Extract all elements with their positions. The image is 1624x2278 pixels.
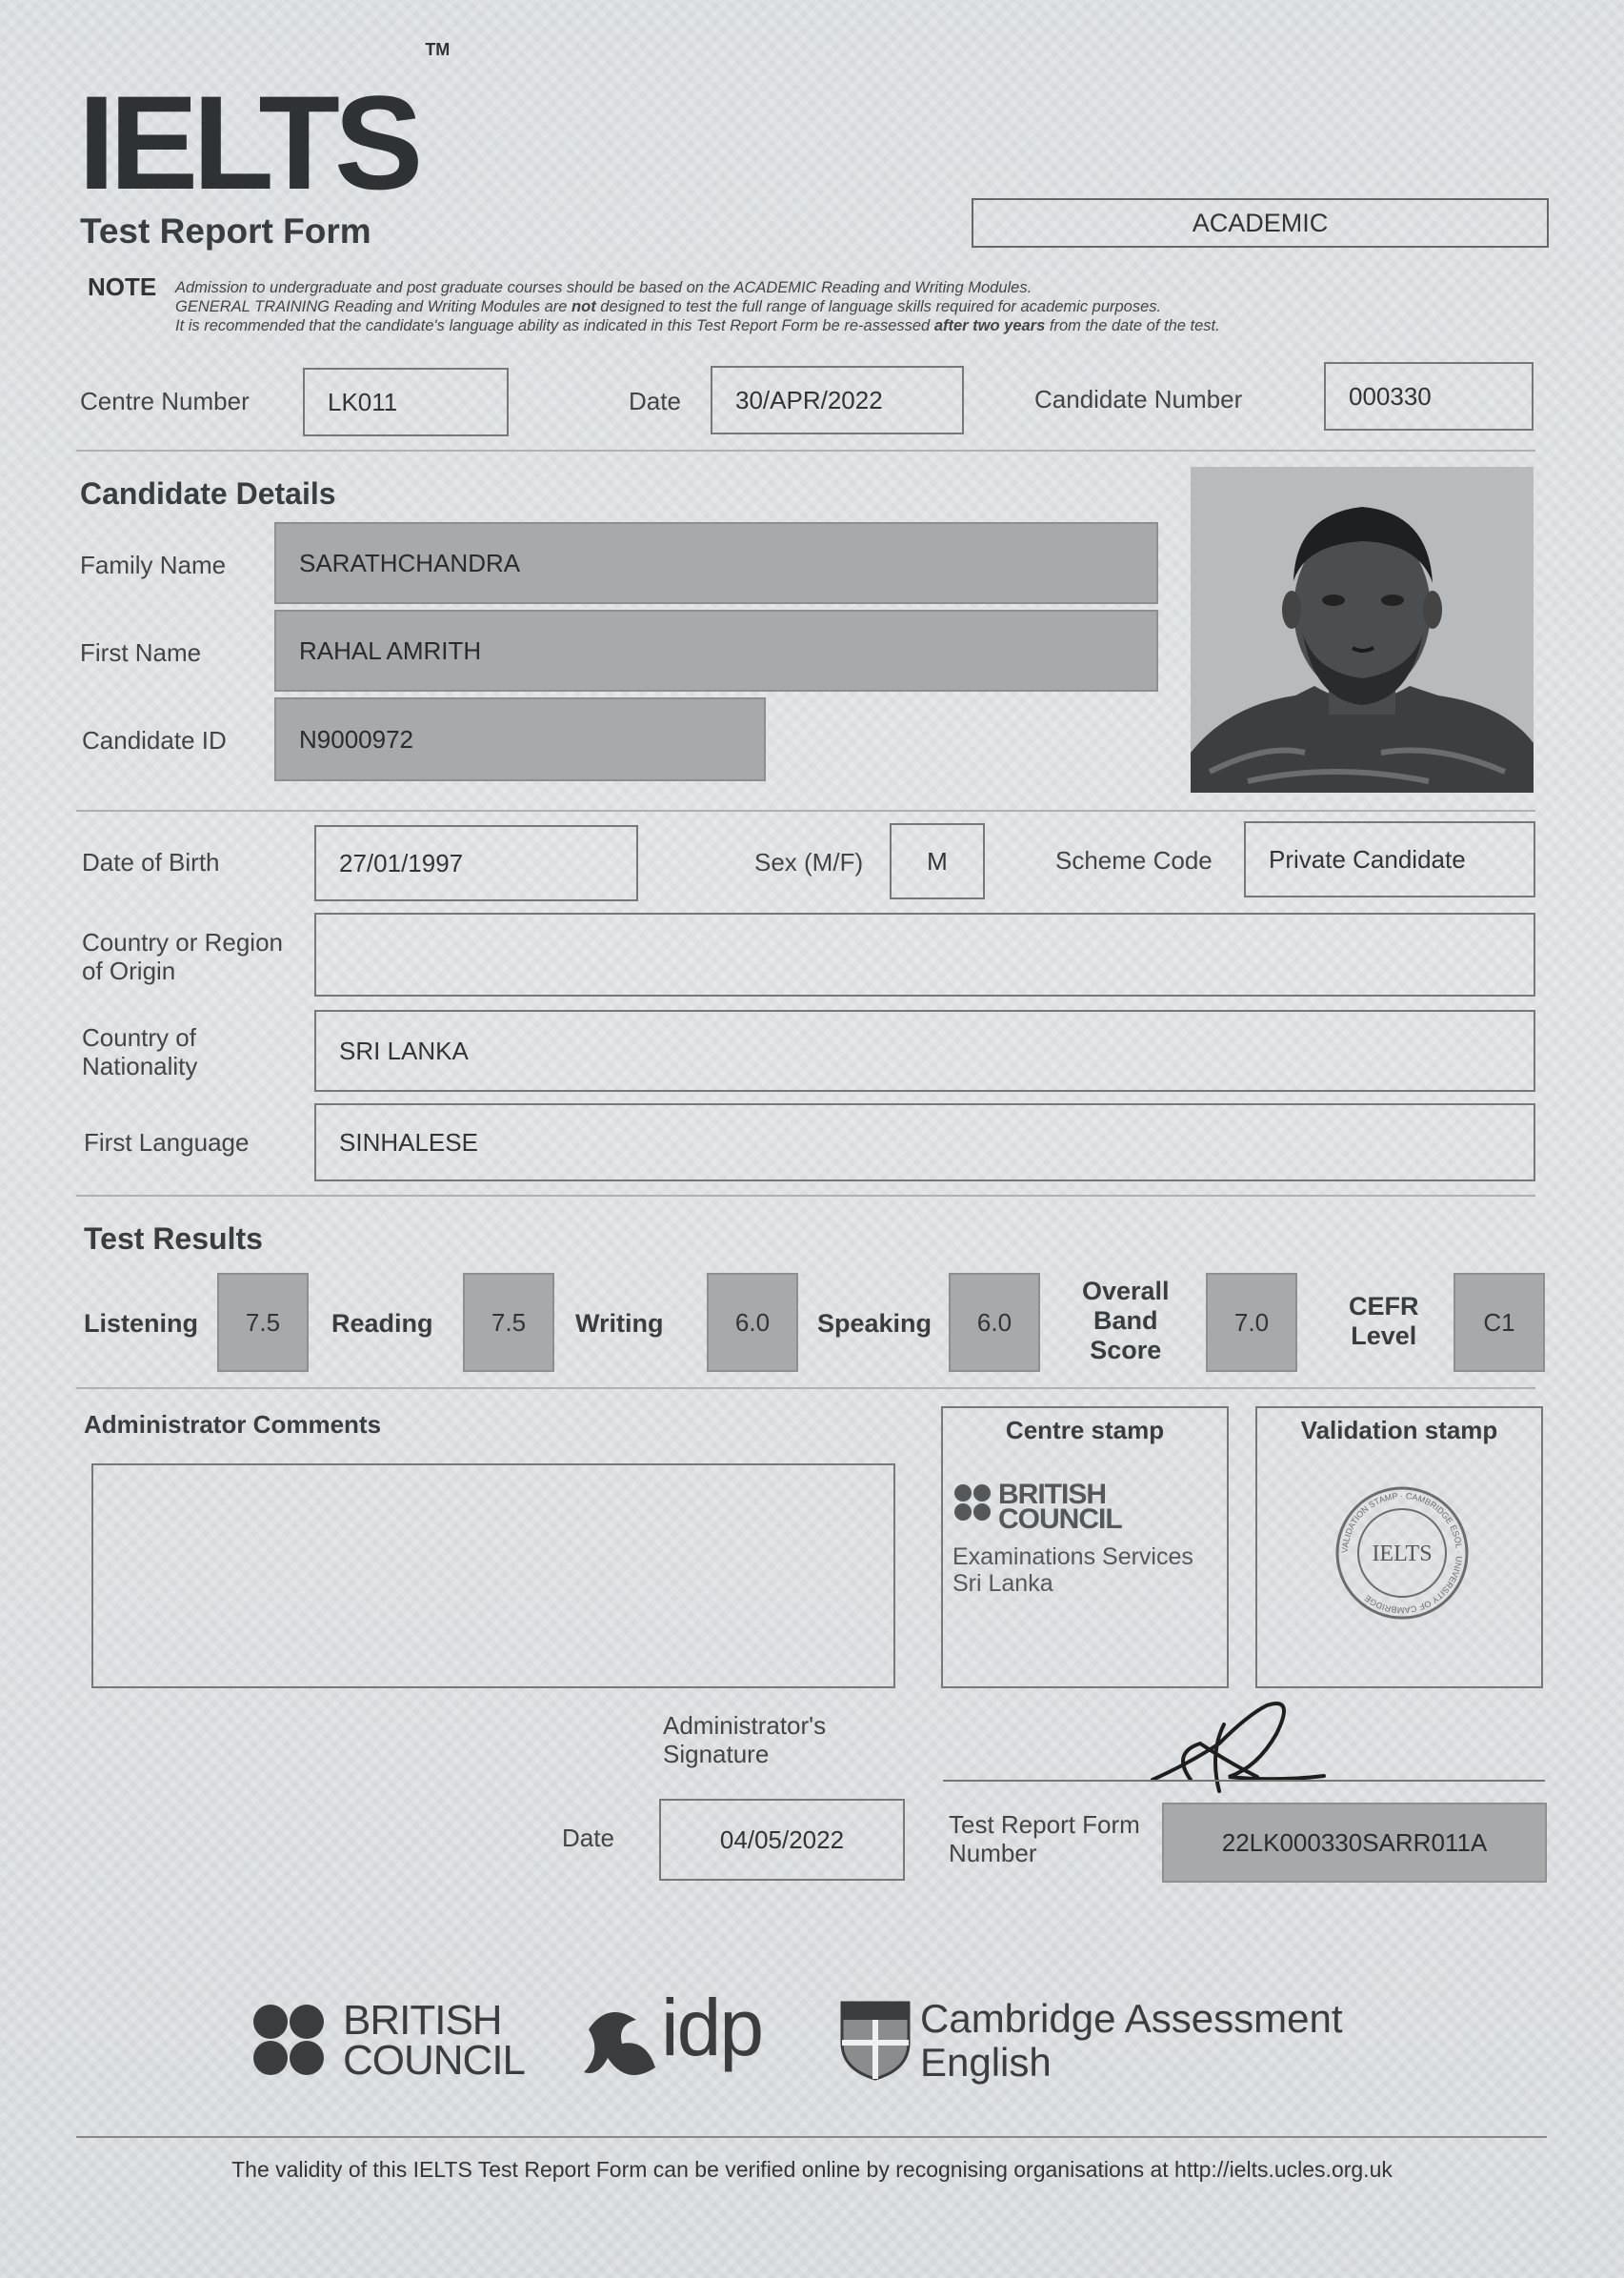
overall-label-line-3: Score — [1090, 1336, 1162, 1364]
note-line-3b: after two years — [933, 317, 1046, 334]
first-language-field: SINHALESE — [314, 1103, 1535, 1181]
note-line-2a: GENERAL TRAINING Reading and Writing Modules are — [175, 298, 572, 315]
note-text — [175, 278, 1220, 335]
british-council-logo — [343, 1997, 526, 2084]
trf-number-field: 22LK000330SARR011A — [1162, 1803, 1547, 1883]
overall-band-score: 7.0 — [1206, 1273, 1297, 1372]
origin-label-line-2: of Origin — [82, 957, 176, 985]
signature-label-line-1: Administrator's — [663, 1711, 827, 1740]
sex-label: Sex (M/F) — [754, 848, 864, 877]
origin-label-line-1: Country or Region — [82, 928, 283, 957]
validation-seal-icon — [1333, 1484, 1471, 1622]
listening-score: 7.5 — [217, 1273, 309, 1372]
test-results-heading: Test Results — [84, 1221, 263, 1256]
centre-stamp-panel — [941, 1406, 1229, 1688]
cefr-label-line-2: Level — [1351, 1321, 1417, 1350]
candidate-details-heading: Candidate Details — [80, 476, 336, 511]
idp-logo-icon — [579, 2001, 665, 2086]
nationality-field: SRI LANKA — [314, 1010, 1535, 1092]
scheme-code-field: Private Candidate — [1244, 821, 1535, 897]
divider — [76, 1387, 1535, 1389]
scheme-code-label: Scheme Code — [1055, 846, 1213, 875]
footer-divider — [76, 2136, 1547, 2138]
reading-score: 7.5 — [463, 1273, 554, 1372]
cambridge-line-1: Cambridge Assessment — [920, 1996, 1343, 2041]
trf-number-label-line-2: Number — [949, 1839, 1037, 1867]
centre-stamp-line-2: Sri Lanka — [952, 1570, 1053, 1597]
note-line-2c: designed to test the full range of language skills required for academic purposes. — [595, 298, 1162, 315]
issue-date-label: Date — [562, 1824, 614, 1852]
candidate-number-label: Candidate Number — [1034, 385, 1243, 413]
trf-number-label-line-1: Test Report Form — [949, 1810, 1140, 1839]
note-line-1: Admission to undergraduate and post graduate courses should be based on the ACADEMIC Reading and Writing Modules. — [175, 279, 1033, 296]
validation-stamp-title: Validation stamp — [1300, 1416, 1498, 1444]
centre-stamp-org — [998, 1479, 1122, 1535]
note-line-2 — [175, 297, 1220, 316]
note-line-3a: It is recommended that the candidate's language ability as indicated in this Test Report Form be re-assessed — [175, 317, 934, 334]
cambridge-crest-icon — [838, 1999, 912, 2081]
cambridge-logo — [920, 1997, 1343, 2085]
centre-stamp-line-1: Examinations Services — [952, 1543, 1193, 1570]
centre-number-label: Centre Number — [80, 387, 250, 415]
dob-field: 27/01/1997 — [314, 825, 638, 901]
centre-stamp-address — [952, 1543, 1193, 1597]
cefr-level-label — [1349, 1292, 1419, 1351]
origin-label — [82, 928, 283, 985]
ielts-logo — [78, 40, 451, 217]
bc-logo-line-2: COUNCIL — [343, 2037, 526, 2084]
trademark: TM — [425, 40, 451, 60]
nationality-label-line-2: Nationality — [82, 1052, 198, 1080]
note-line-3 — [175, 316, 1220, 335]
family-name-field: SARATHCHANDRA — [274, 522, 1158, 604]
reading-label: Reading — [331, 1309, 433, 1338]
idp-logo-text: idp — [661, 1983, 763, 2072]
admin-comments-field — [91, 1463, 895, 1688]
first-name-field: RAHAL AMRITH — [274, 610, 1158, 692]
seal-center-text: IELTS — [1372, 1542, 1433, 1566]
admin-comments-label: Administrator Comments — [84, 1410, 382, 1439]
signature-label-line-2: Signature — [663, 1740, 770, 1768]
cefr-label-line-1: CEFR — [1349, 1292, 1419, 1320]
dob-label: Date of Birth — [82, 848, 220, 877]
centre-number-field: LK011 — [303, 368, 509, 436]
test-date-field: 30/APR/2022 — [711, 366, 964, 434]
centre-stamp-org-line-2: COUNCIL — [998, 1503, 1122, 1535]
ielts-logo-text: IELTS — [78, 68, 418, 217]
cambridge-line-2: English — [920, 2040, 1052, 2085]
signature-label — [663, 1711, 826, 1768]
candidate-photo — [1191, 467, 1534, 793]
first-language-label: First Language — [84, 1128, 250, 1157]
centre-stamp-org-line-1: BRITISH — [998, 1479, 1106, 1510]
divider — [76, 450, 1535, 452]
module-field: ACADEMIC — [972, 198, 1549, 248]
divider — [76, 1195, 1535, 1197]
seal-ring-text: VALIDATION STAMP · CAMBRIDGE ESOL · UNIVERSITY OF CAMBRIDGE — [1339, 1490, 1465, 1616]
overall-label-line-1: Overall — [1082, 1277, 1170, 1305]
candidate-number-field: 000330 — [1324, 362, 1534, 431]
overall-label-line-2: Band — [1093, 1306, 1158, 1335]
note-line-2b: not — [571, 298, 596, 315]
date-label: Date — [629, 387, 681, 415]
nationality-label — [82, 1023, 197, 1080]
speaking-score: 6.0 — [949, 1273, 1040, 1372]
origin-field — [314, 913, 1535, 997]
sex-field: M — [890, 823, 985, 899]
signature-line — [943, 1780, 1545, 1782]
bc-logo-line-1: BRITISH — [343, 1997, 502, 2044]
trf-number-label — [949, 1810, 1140, 1867]
portrait-image — [1191, 467, 1534, 793]
overall-band-label — [1082, 1277, 1170, 1365]
writing-score: 6.0 — [707, 1273, 798, 1372]
speaking-label: Speaking — [817, 1309, 932, 1338]
candidate-id-field: N9000972 — [274, 697, 766, 781]
listening-label: Listening — [84, 1309, 198, 1338]
writing-label: Writing — [575, 1309, 664, 1338]
note-label: NOTE — [88, 272, 157, 301]
note-line-3c: from the date of the test. — [1045, 317, 1220, 334]
family-name-label: Family Name — [80, 551, 227, 579]
first-name-label: First Name — [80, 638, 202, 667]
cefr-level: C1 — [1454, 1273, 1545, 1372]
centre-stamp-title: Centre stamp — [1005, 1416, 1165, 1444]
form-title: Test Report Form — [80, 212, 371, 251]
validity-statement: The validity of this IELTS Test Report Form can be verified online by recognising organisations at http://ielts.ucles.org.uk — [231, 2157, 1393, 2182]
candidate-id-label: Candidate ID — [82, 726, 227, 755]
validation-stamp-panel — [1255, 1406, 1543, 1688]
nationality-label-line-1: Country of — [82, 1023, 196, 1052]
administrator-signature — [1133, 1686, 1343, 1801]
divider — [76, 810, 1535, 812]
issue-date-field: 04/05/2022 — [659, 1799, 905, 1881]
